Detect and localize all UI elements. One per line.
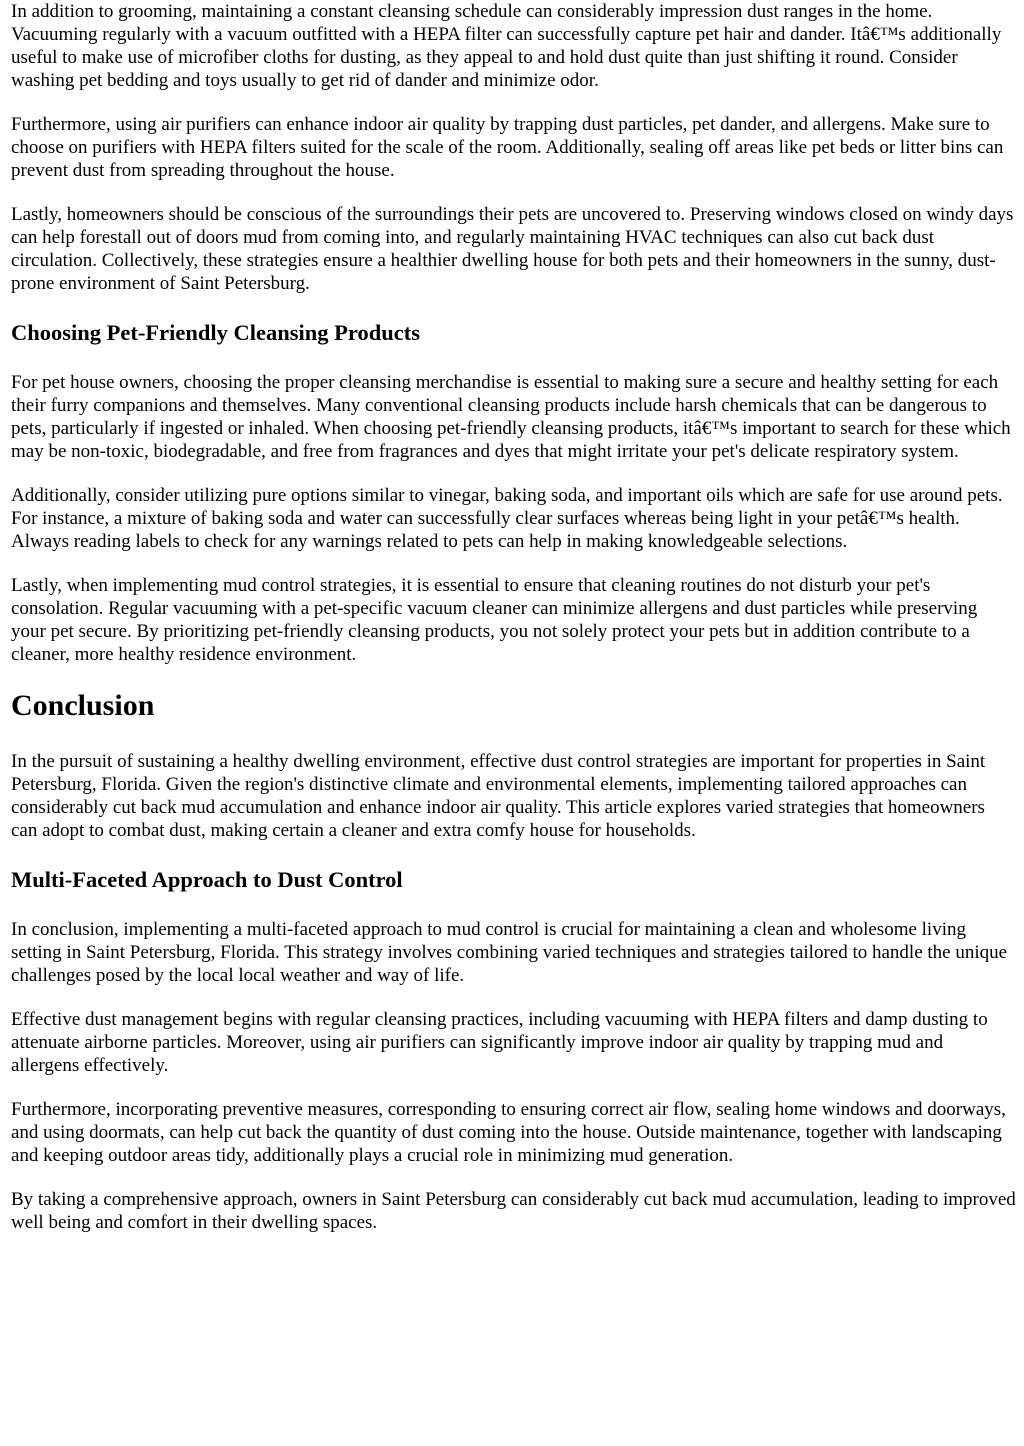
paragraph-conclusion-intro: In the pursuit of sustaining a healthy dwelling environment, effective dust control strategies are important for properties in Saint Petersburg, Florida. Given the region's distinctive climate and environmental elements, implementing tailored approaches can considerably cut back mud accumulation and enhance indoor air quality. This article explores varied strategies that homeowners can adopt to combat dust, making certain a cleaner and extra comfy house for households. bbox=[11, 751, 986, 841]
paragraph-air-purifiers: Furthermore, using air purifiers can enhance indoor air quality by trapping dust particles, pet dander, and allergens. Make sure to choose on purifiers with HEPA filters suited for the scale of the room. Additionally, sealing off areas like pet beds or litter bins can prevent dust from spreading throughout the house. bbox=[11, 114, 1004, 181]
paragraph-pure-options: Additionally, consider utilizing pure options similar to vinegar, baking soda, and important oils which are safe for use around pets. For instance, a mixture of baking soda and water can successfully clear surfaces whereas being light in your petâ€™s health. Always reading labels to check for any warnings related to pets can help in making knowledgeable selections. bbox=[11, 485, 1003, 552]
paragraph-dust-management: Effective dust management begins with regular cleansing practices, including vacuuming with HEPA filters and damp dusting to attenuate airborne particles. Moreover, using air purifiers can significantly improve indoor air quality by trapping mud and allergens effectively. bbox=[11, 1009, 988, 1076]
heading-multi-faceted-approach: Multi-Faceted Approach to Dust Control bbox=[11, 867, 403, 892]
paragraph-multi-faceted: In conclusion, implementing a multi-faceted approach to mud control is crucial for maintaining a clean and wholesome living setting in Saint Petersburg, Florida. This strategy involves combining varied techniques and strategies tailored to handle the unique challenges posed by the local local weather and way of life. bbox=[11, 919, 1008, 986]
paragraph-pet-consolation: Lastly, when implementing mud control strategies, it is essential to ensure that cleaning routines do not disturb your pet's consolation. Regular vacuuming with a pet-specific vacuum cleaner can minimize allergens and dust particles while preserving your pet secure. By prioritizing pet-friendly cleansing products, you not solely protect your pets but in addition contribute to a cleaner, more healthy residence environment. bbox=[11, 575, 978, 665]
heading-conclusion: Conclusion bbox=[11, 689, 155, 722]
paragraph-surroundings: Lastly, homeowners should be conscious of the surroundings their pets are uncovered to. Preserving windows closed on windy days can help forestall out of doors mud from coming into, and regularly maintaining HVAC techniques can also cut back dust circulation. Collectively, these strategies ensure a healthier dwelling house for both pets and their homeowners in the sunny, dust-prone environment of Saint Petersburg. bbox=[11, 204, 1014, 294]
paragraph-grooming-cleansing: In addition to grooming, maintaining a constant cleansing schedule can considerably impression dust ranges in the home. Vacuuming regularly with a vacuum outfitted with a HEPA filter can successfully capture pet hair and dander. Itâ€™s additionally useful to make use of microfiber cloths for dusting, as they appeal to and hold dust quite than just shifting it round. Consider washing pet bedding and toys usually to get rid of dander and minimize odor. bbox=[11, 1, 1002, 91]
paragraph-preventive-measures: Furthermore, incorporating preventive measures, corresponding to ensuring correct air flow, sealing home windows and doorways, and using doormats, can help cut back the quantity of dust coming into the house. Outside maintenance, together with landscaping and keeping outdoor areas tidy, additionally plays a crucial role in minimizing mud generation. bbox=[11, 1099, 1006, 1166]
heading-pet-friendly-products: Choosing Pet-Friendly Cleansing Products bbox=[11, 320, 420, 345]
paragraph-cleansing-merchandise: For pet house owners, choosing the proper cleansing merchandise is essential to making sure a secure and healthy setting for each their furry companions and themselves. Many conventional cleansing products include harsh chemicals that can be dangerous to pets, particularly if ingested or inhaled. When choosing pet-friendly cleansing products, itâ€™s important to search for these which may be non-toxic, biodegradable, and free from fragrances and dyes that might irritate your pet's delicate respiratory system. bbox=[11, 372, 1011, 462]
paragraph-comprehensive-approach: By taking a comprehensive approach, owners in Saint Petersburg can considerably cut back mud accumulation, leading to improved well being and comfort in their dwelling spaces. bbox=[11, 1189, 1016, 1233]
